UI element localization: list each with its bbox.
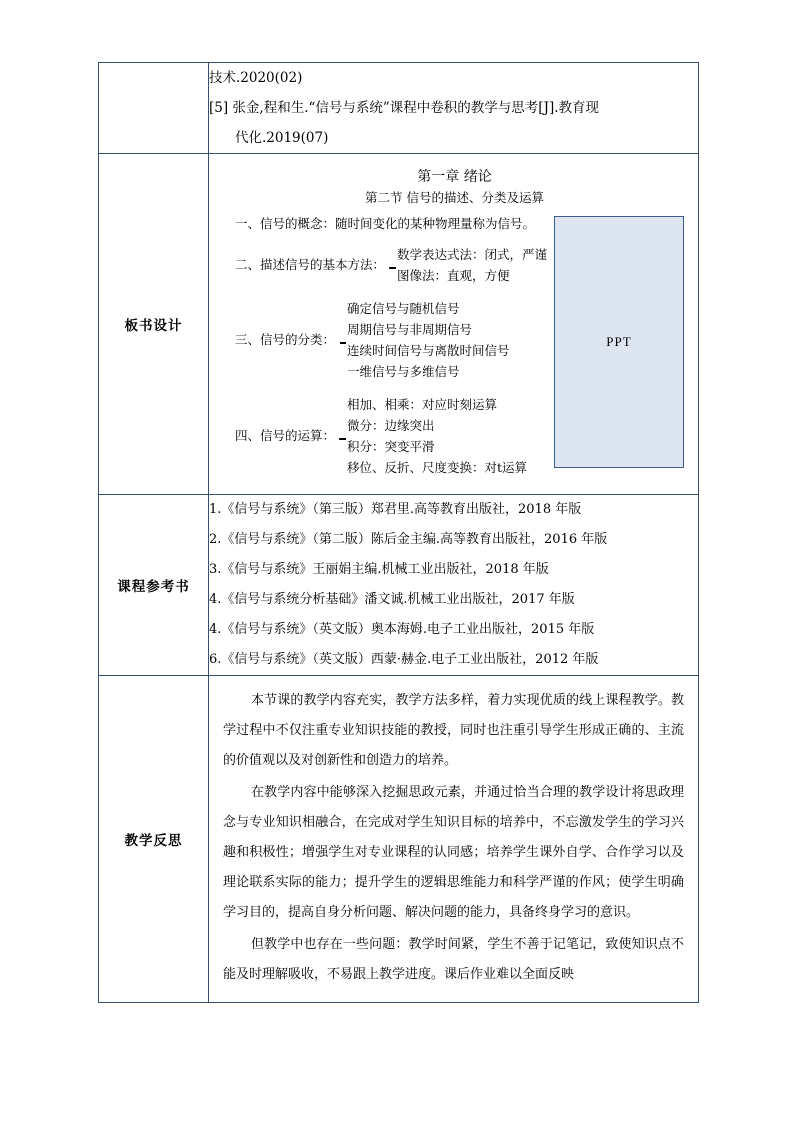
teaching-reflection-cell	[209, 676, 699, 1003]
outline-subitem: 数学表达式法：闭式，严谨	[397, 247, 548, 262]
outline-subitem: 积分：突变平滑	[347, 439, 435, 454]
board-design-cell	[209, 154, 699, 495]
table-row-board-design	[99, 154, 699, 495]
list-item: 3.《信号与系统》王丽娟主编.机械工业出版社，2018 年版	[209, 562, 549, 577]
list-item: 1.《信号与系统》（第三版）郑君里.高等教育出版社，2018 年版	[209, 502, 582, 517]
outline-item	[235, 394, 565, 478]
row-label-course-books: 课程参考书	[99, 495, 209, 676]
outline-item-head: 四、信号的运算：	[235, 428, 336, 443]
lesson-plan-table	[98, 62, 699, 1003]
row-label-board-design: 板书设计	[99, 154, 209, 495]
outline-item-head: 二、描述信号的基本方法：	[235, 257, 386, 272]
teaching-reflection-content	[209, 676, 698, 1002]
row-label-empty	[99, 63, 209, 154]
list-item: 6.《信号与系统》（英文版）西蒙·赫金.电子工业出版社，2012 年版	[209, 652, 599, 667]
outline-subitem: 图像法：直观，方便	[397, 268, 510, 283]
references-top-cell	[209, 63, 699, 154]
outline-sublist	[347, 298, 510, 382]
list-item: 4.《信号与系统》（英文版）奥本海姆.电子工业出版社，2015 年版	[209, 622, 595, 637]
outline-item	[235, 214, 565, 234]
list-item: 2.《信号与系统》（第二版）陈后金主编.高等教育出版社，2016 年版	[209, 532, 608, 547]
table-row-course-books	[99, 495, 699, 676]
outline-subitem: 相加、相乘：对应时刻运算	[347, 397, 498, 412]
chapter-title: 第一章 绪论	[417, 169, 492, 185]
table-row-references-top	[99, 63, 699, 154]
outline-sublist	[347, 394, 527, 478]
row-label-teaching-reflection: 教学反思	[99, 676, 209, 1003]
paragraph: 在教学内容中能够深入挖掘思政元素，并通过恰当合理的教学设计将思政理念与专业知识相融合，在完成对学生知识目标的培养中，不忘激发学生的学习兴趣和积极性；增强学生对专业课程的认同感；培养学生课外自学、合作学习以及理论联系实际的能力；提升学生的逻辑思维能力和科学严谨的作风；使学生明确学习目的，提高自身分析问题、解决问题的能力，具备终身学习的意识。	[223, 785, 684, 920]
ppt-label: PPT	[606, 334, 632, 349]
outline-subitem: 微分：边缘突出	[347, 418, 435, 433]
board-design-content	[209, 154, 698, 494]
outline-item	[235, 244, 565, 286]
outline-item-head: 一、信号的概念：随时间变化的某种物理量称为信号。	[235, 216, 536, 231]
paragraph: 本节课的教学内容充实，教学方法多样，着力实现优质的线上课程教学。教学过程中不仅注重专业知识技能的教授，同时也注重引导学生形成正确的、主流的价值观以及对创新性和创造力的培养。	[223, 693, 684, 768]
section-title: 第二节 信号的描述、分类及运算	[365, 190, 544, 205]
outline-subitem: 连续时间信号与离散时间信号	[347, 343, 510, 358]
outline-sublist	[397, 244, 547, 286]
ppt-placeholder	[554, 216, 684, 468]
reference-line: [5] 张金,程和生.“信号与系统”课程中卷积的教学与思考[J].教育现	[209, 100, 600, 116]
course-books-cell	[209, 495, 699, 676]
board-outline	[221, 214, 565, 478]
outline-subitem: 周期信号与非周期信号	[347, 322, 473, 337]
outline-subitem: 确定信号与随机信号	[347, 301, 460, 316]
reference-line: 技术.2020(02)	[209, 70, 303, 86]
outline-item	[235, 298, 565, 382]
paragraph: 但教学中也存在一些问题：教学时间紧，学生不善于记笔记，致使知识点不能及时理解吸收，不易跟上教学进度。课后作业难以全面反映	[223, 937, 684, 982]
outline-subitem: 一维信号与多维信号	[347, 364, 460, 379]
table-row-teaching-reflection	[99, 676, 699, 1003]
outline-subitem: 移位、反折、尺度变换：对t运算	[347, 460, 528, 475]
outline-item-head: 三、信号的分类：	[235, 332, 336, 347]
list-item: 4.《信号与系统分析基础》潘文诚.机械工业出版社，2017 年版	[209, 592, 575, 607]
reference-line: 代化.2019(07)	[235, 130, 329, 146]
